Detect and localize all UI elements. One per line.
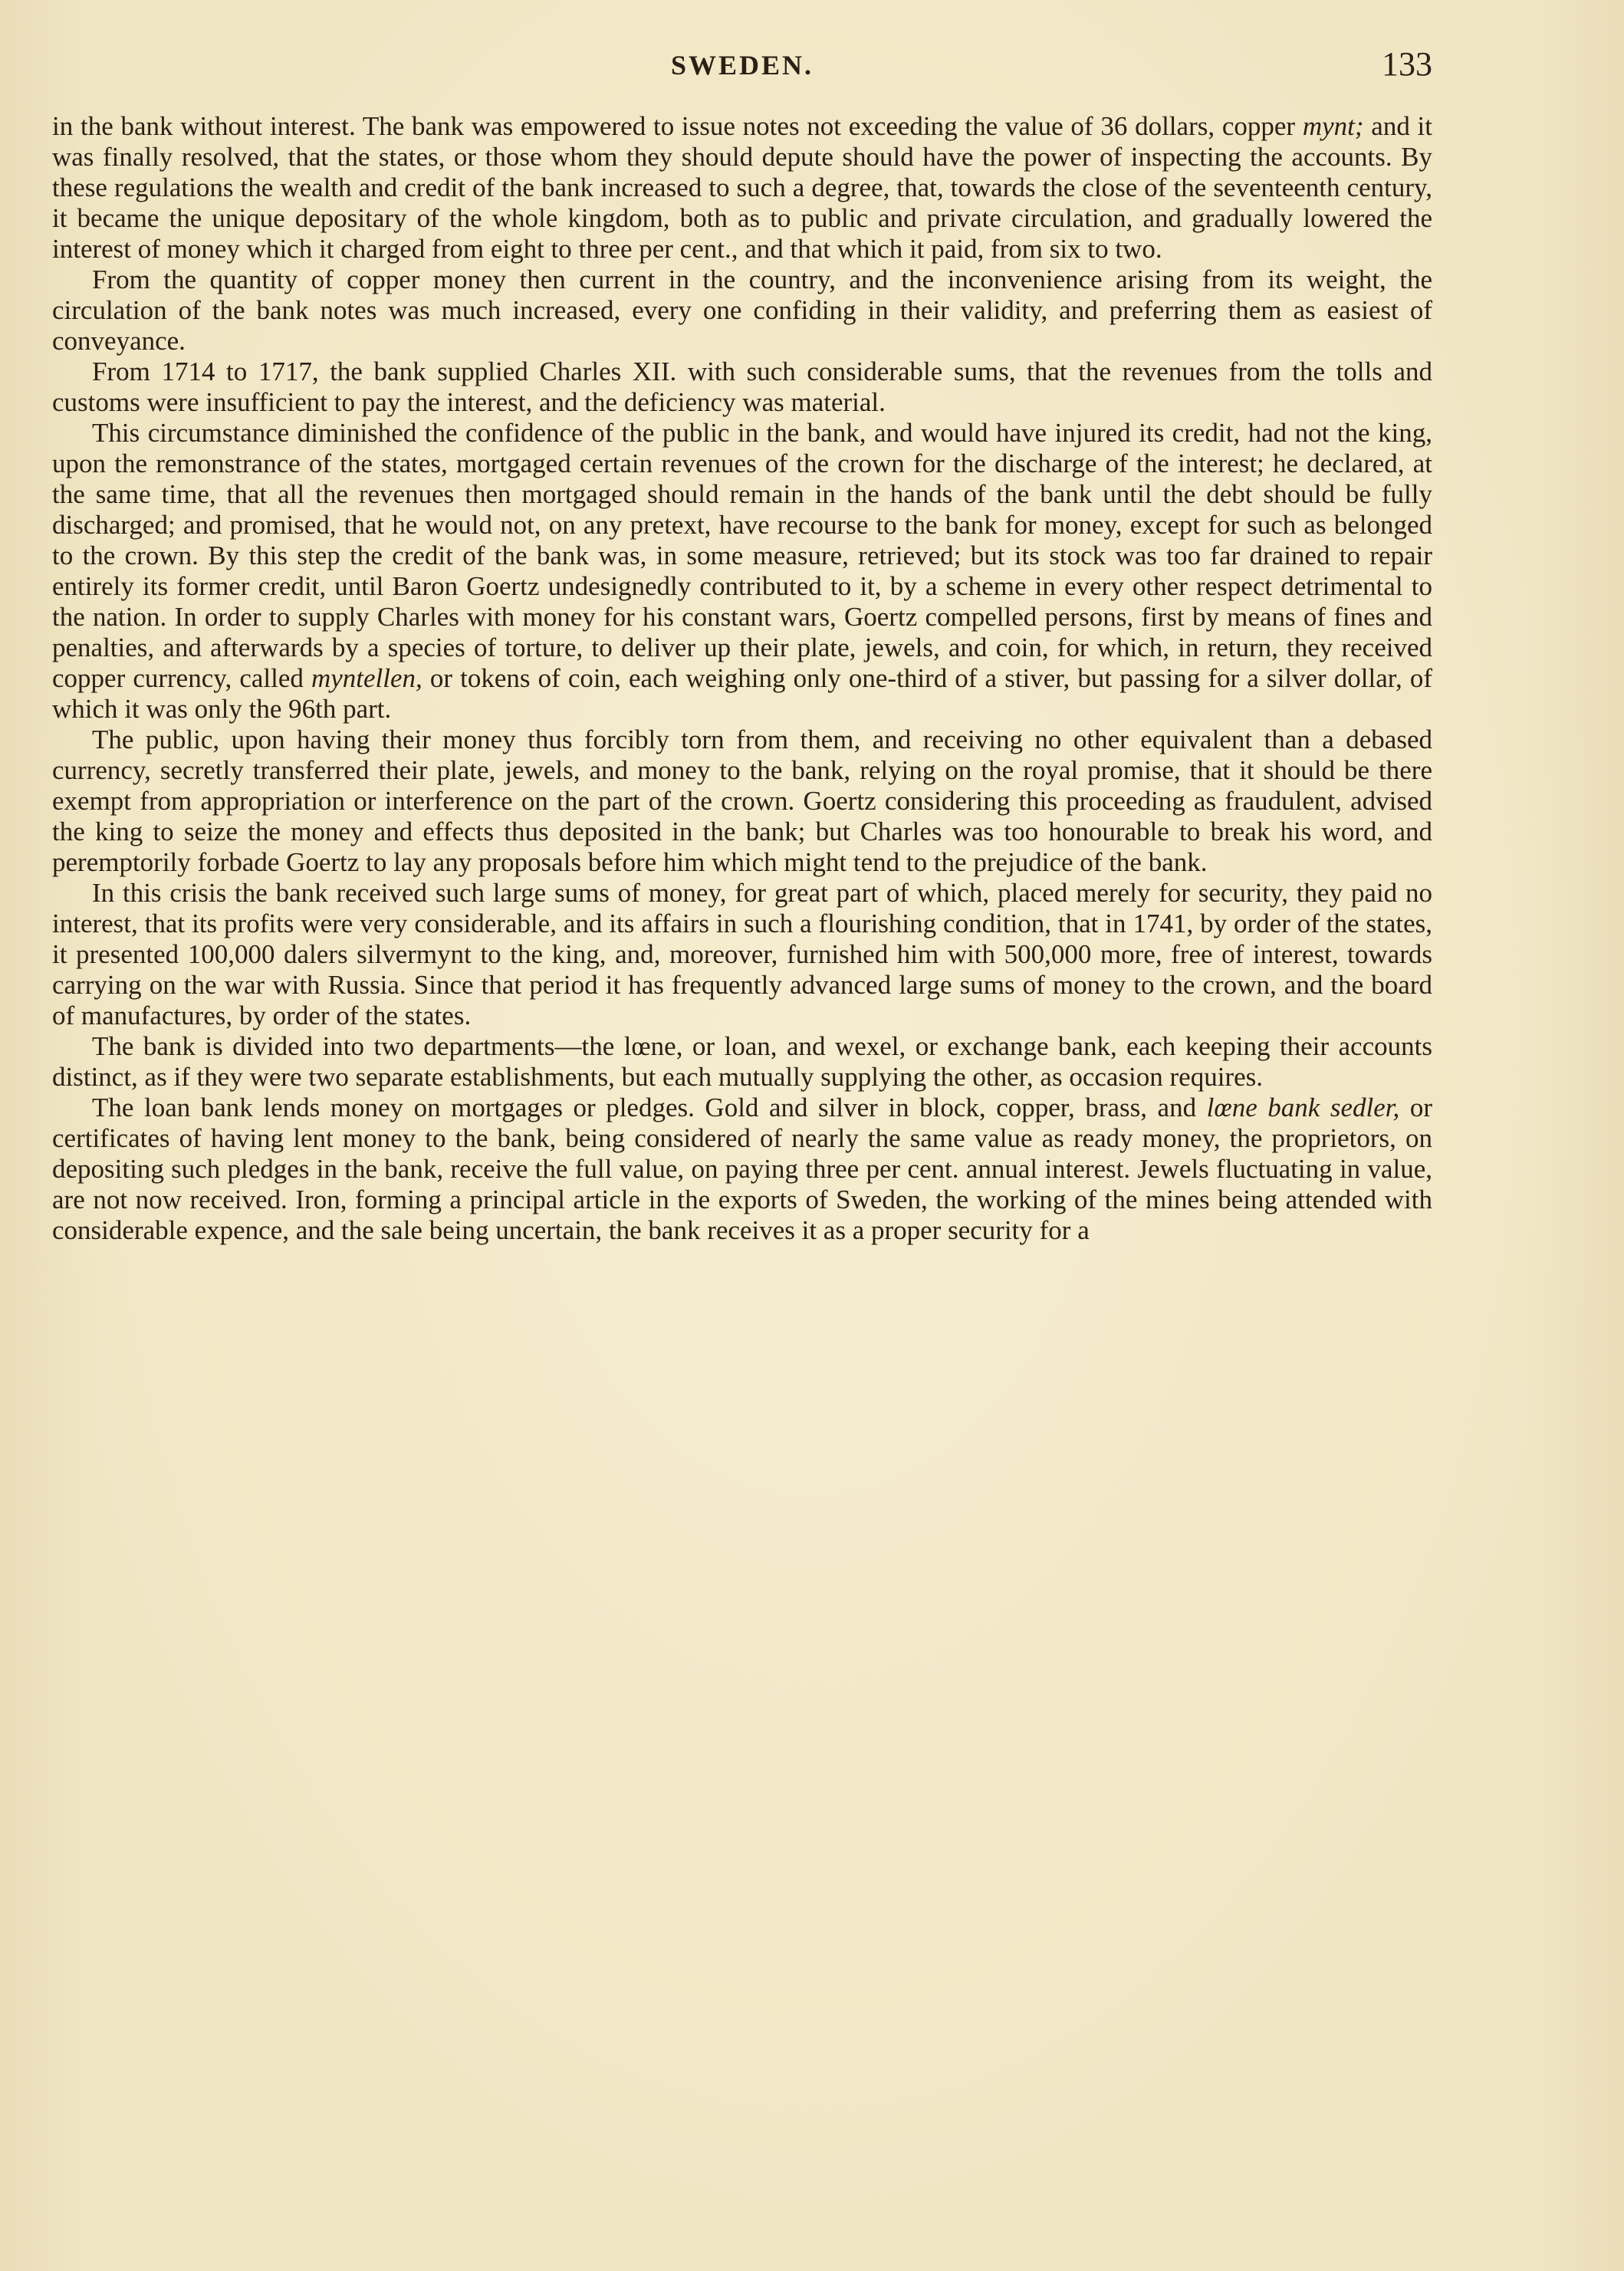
text-segment: From 1714 to 1717, the bank supplied Charles XII. with such considerable sums, that the revenues from the tolls and customs were insufficient to pay the interest, and the deficiency was material. xyxy=(52,357,1432,417)
text-segment: In this crisis the bank received such large sums of money, for great part of which, placed merely for security, they paid no interest, that its profits were very considerable, and its affairs in such a flourishing condition, that in 1741, by order of the states, it presented 100,000 dalers silvermynt to the king, and, moreover, furnished him with 500,000 more, free of interest, towards carrying on the war with Russia. Since that period it has frequently advanced large sums of money to the crown, and the board of manufactures, by order of the states. xyxy=(52,878,1432,1030)
italic-term: myntellen, xyxy=(311,663,422,693)
text-segment: The loan bank lends money on mortgages or pledges. Gold and silver in block, copper, brass, and xyxy=(92,1093,1207,1122)
page-header xyxy=(52,44,1432,90)
text-segment: From the quantity of copper money then current in the country, and the inconvenience arising from its weight, the circulation of the bank notes was much increased, every one confiding in their validity, and preferring them as easiest of conveyance. xyxy=(52,265,1432,356)
paragraph xyxy=(52,1031,1432,1093)
body-text xyxy=(52,111,1432,1246)
text-segment: The public, upon having their money thus forcibly torn from them, and receiving no other equivalent than a debased currency, secretly transferred their plate, jewels, and money to the bank, relying on the royal promise, that it should be there exempt from appropriation or interference on the part of the crown. Goertz considering this proceeding as fraudulent, advised the king to seize the money and effects thus deposited in the bank; but Charles was too honourable to break his word, and peremptorily forbade Goertz to lay any proposals before him which might tend to the prejudice of the bank. xyxy=(52,725,1432,877)
page-number: 133 xyxy=(1382,45,1432,83)
text-segment: or certificates of having lent money to the bank, being considered of nearly the same value as ready money, the proprietors, on depositing such pledges in the bank, receive the full value, on paying three per cent. annual interest. Jewels fluctuating in value, are not now received. Iron, forming a principal article in the exports of Sweden, the working of the mines being attended with considerable expence, and the sale being uncertain, the bank receives it as a proper security for a xyxy=(52,1093,1433,1245)
paragraph xyxy=(52,357,1432,418)
italic-term: lœne bank sedler, xyxy=(1206,1093,1400,1122)
paragraph xyxy=(52,418,1432,725)
paragraph xyxy=(52,265,1432,357)
text-segment: in the bank without interest. The bank was empowered to issue notes not exceeding the value of 36 dollars, copper xyxy=(52,111,1303,141)
running-head: SWEDEN. xyxy=(670,50,814,81)
paragraph xyxy=(52,878,1432,1031)
text-segment: This circumstance diminished the confidence of the public in the bank, and would have injured its credit, had not the king, upon the remonstrance of the states, mortgaged certain revenues of the crown for the discharge of the interest; he declared, at the same time, that all the revenues then mortgaged should remain in the hands of the bank until the debt should be fully discharged; and promised, that he would not, on any pretext, have recourse to the bank for money, except for such as belonged to the crown. By this step the credit of the bank was, in some measure, retrieved; but its stock was too far drained to repair entirely its former credit, until Baron Goertz undesignedly contributed to it, by a scheme in every other respect detrimental to the nation. In order to supply Charles with money for his constant wars, Goertz compelled persons, first by means of fines and penalties, and afterwards by a species of torture, to deliver up their plate, jewels, and coin, for which, in return, they received copper currency, called xyxy=(52,418,1432,693)
italic-term: mynt; xyxy=(1302,111,1364,141)
paragraph xyxy=(52,111,1432,265)
text-segment: The bank is divided into two departments—the lœne, or loan, and wexel, or exchange bank, each keeping their accounts distinct, as if they were two separate establishments, but each mutually supplying the other, as occasion requires. xyxy=(52,1031,1432,1092)
paragraph xyxy=(52,1093,1432,1246)
text-segment: and it was finally resolved, that the states, or those whom they should depute should have the power of inspecting the accounts. By these regulations the wealth and credit of the bank increased to such a degree, that, towards the close of the seventeenth century, it became the unique depositary of the whole kingdom, both as to public and private circulation, and gradually lowered the interest of money which it charged from eight to three per cent., and that which it paid, from six to two. xyxy=(52,111,1433,264)
paragraph xyxy=(52,725,1432,878)
text-segment: or tokens of coin, each weighing only one-third of a stiver, but passing for a silver dollar, of which it was only the 96th part. xyxy=(52,663,1432,724)
